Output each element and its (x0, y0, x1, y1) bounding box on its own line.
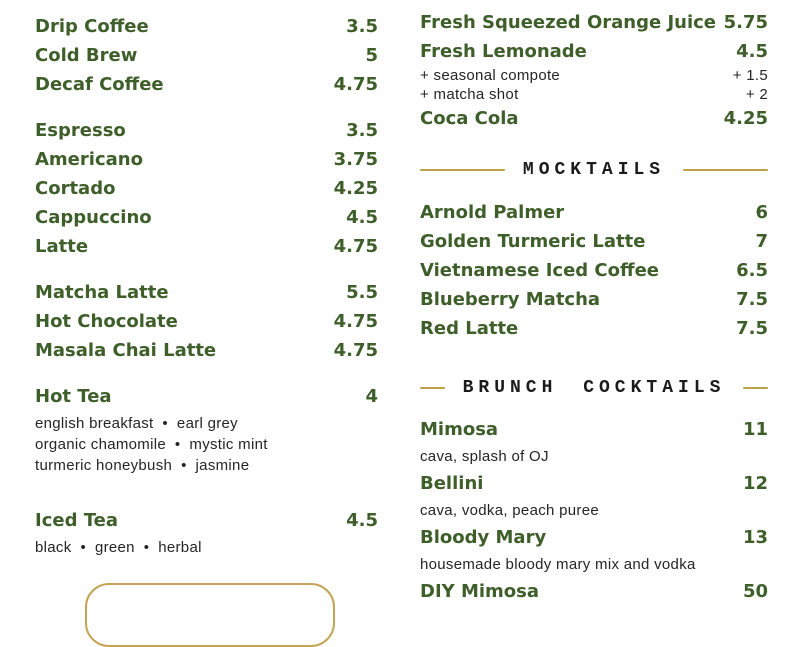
item-name: Fresh Squeezed Orange Juice (420, 12, 716, 33)
menu-item-row (420, 470, 768, 498)
menu-item-row (420, 104, 768, 133)
item-price: 4.25 (723, 108, 768, 129)
menu-group-drip-coffee (35, 12, 378, 99)
item-price: 3.5 (346, 120, 378, 141)
item-price: 4.5 (736, 41, 768, 62)
menu-item-row (420, 285, 768, 314)
item-name: Masala Chai Latte (35, 340, 217, 361)
menu-item-row (420, 578, 768, 606)
item-description-line: cava, splash of OJ (420, 448, 549, 465)
item-name: Hot Chocolate (35, 311, 178, 332)
menu-item-row (35, 116, 378, 145)
item-name: Fresh Lemonade (420, 41, 587, 62)
menu-item-row (35, 41, 378, 70)
item-name: Blueberry Matcha (420, 289, 601, 310)
item-name: Arnold Palmer (420, 202, 565, 223)
item-price: 5.5 (346, 282, 378, 303)
menu-item-row (35, 70, 378, 99)
addon-name: + seasonal compote (420, 67, 561, 84)
item-name: Golden Turmeric Latte (420, 231, 646, 252)
menu-item-row (35, 174, 378, 203)
section-title: MOCKTAILS (522, 160, 666, 180)
menu-group-brunch-cocktails (420, 416, 768, 606)
item-price: 5.75 (723, 12, 768, 33)
item-description-block (35, 537, 378, 558)
menu-item-row (35, 307, 378, 336)
menu-item-row (35, 12, 378, 41)
cutoff-rounded-panel-border (85, 583, 335, 647)
menu-column-left (35, 12, 378, 575)
menu-item-row (35, 232, 378, 261)
section-title: BRUNCH COCKTAILS (462, 378, 726, 398)
menu-group-mocktails (420, 198, 768, 343)
item-price: 7.5 (736, 318, 768, 339)
item-price: 12 (742, 473, 768, 494)
heading-rule-right (743, 387, 768, 389)
item-description-block (35, 413, 378, 476)
menu-item-row (420, 8, 768, 37)
menu-item-row (420, 256, 768, 285)
item-price: 11 (742, 419, 768, 440)
item-name: Americano (35, 149, 143, 170)
menu-item (420, 578, 768, 606)
item-name: Latte (35, 236, 89, 257)
menu-group-beverages (420, 8, 768, 133)
menu-item-row (420, 524, 768, 552)
item-name: Coca Cola (420, 108, 519, 129)
item-description-line: english breakfast • earl grey (35, 415, 238, 432)
item-price: 6.5 (736, 260, 768, 281)
item-price: 3.75 (333, 149, 378, 170)
menu-item-row (35, 203, 378, 232)
item-price: 3.5 (346, 16, 378, 37)
item-price: 4 (365, 386, 378, 407)
addon-row (420, 85, 768, 104)
heading-rule-right (683, 169, 768, 171)
item-price: 4.5 (346, 207, 378, 228)
item-name: Iced Tea (35, 510, 118, 531)
item-name: Espresso (35, 120, 126, 141)
menu-group-specialty-lattes (35, 278, 378, 365)
menu-item-row (35, 278, 378, 307)
menu-item-row (420, 314, 768, 343)
heading-rule-left (420, 387, 445, 389)
item-name: Decaf Coffee (35, 74, 164, 95)
menu-item-row (420, 37, 768, 66)
addon-row (420, 66, 768, 85)
item-description-line: cava, vodka, peach puree (420, 502, 599, 519)
menu-group-espresso (35, 116, 378, 261)
menu-item-row (420, 198, 768, 227)
item-name: Cold Brew (35, 45, 138, 66)
item-name: Mimosa (420, 419, 499, 440)
menu-item (420, 416, 768, 470)
item-name: Hot Tea (35, 386, 112, 407)
menu-item-row (35, 145, 378, 174)
item-name: Cortado (35, 178, 116, 199)
brunch-cocktails-section-heading (420, 373, 768, 403)
item-name: Cappuccino (35, 207, 152, 228)
menu-group-hot-tea (35, 382, 378, 476)
addon-price: + 1.5 (732, 67, 768, 84)
item-price: 13 (742, 527, 768, 548)
item-description-line: turmeric honeybush • jasmine (35, 457, 250, 474)
item-name: DIY Mimosa (420, 581, 540, 602)
item-name: Red Latte (420, 318, 519, 339)
item-name: Vietnamese Iced Coffee (420, 260, 660, 281)
menu-item (420, 524, 768, 578)
item-description-line: black • green • herbal (35, 539, 202, 556)
item-price: 4.25 (333, 178, 378, 199)
item-name: Drip Coffee (35, 16, 149, 37)
menu-item-row (420, 227, 768, 256)
item-price: 4.75 (333, 311, 378, 332)
menu-item-row (35, 336, 378, 365)
menu-group-iced-tea (35, 506, 378, 558)
menu-item (420, 470, 768, 524)
item-name: Bellini (420, 473, 484, 494)
addon-price: + 2 (745, 86, 768, 103)
mocktails-section-heading (420, 155, 768, 185)
item-price: 50 (742, 581, 768, 602)
item-name: Matcha Latte (35, 282, 169, 303)
item-price: 7 (755, 231, 768, 252)
menu-item-row (35, 506, 378, 535)
menu-column-right (420, 8, 768, 606)
menu-item-row (35, 382, 378, 411)
menu-item-row (420, 416, 768, 444)
heading-rule-left (420, 169, 505, 171)
item-description-line: organic chamomile • mystic mint (35, 436, 268, 453)
item-price: 6 (755, 202, 768, 223)
item-price: 4.75 (333, 74, 378, 95)
item-price: 5 (365, 45, 378, 66)
addon-name: + matcha shot (420, 86, 519, 103)
item-price: 7.5 (736, 289, 768, 310)
item-price: 4.75 (333, 236, 378, 257)
item-name: Bloody Mary (420, 527, 547, 548)
item-description-line: housemade bloody mary mix and vodka (420, 556, 696, 573)
item-price: 4.5 (346, 510, 378, 531)
item-price: 4.75 (333, 340, 378, 361)
